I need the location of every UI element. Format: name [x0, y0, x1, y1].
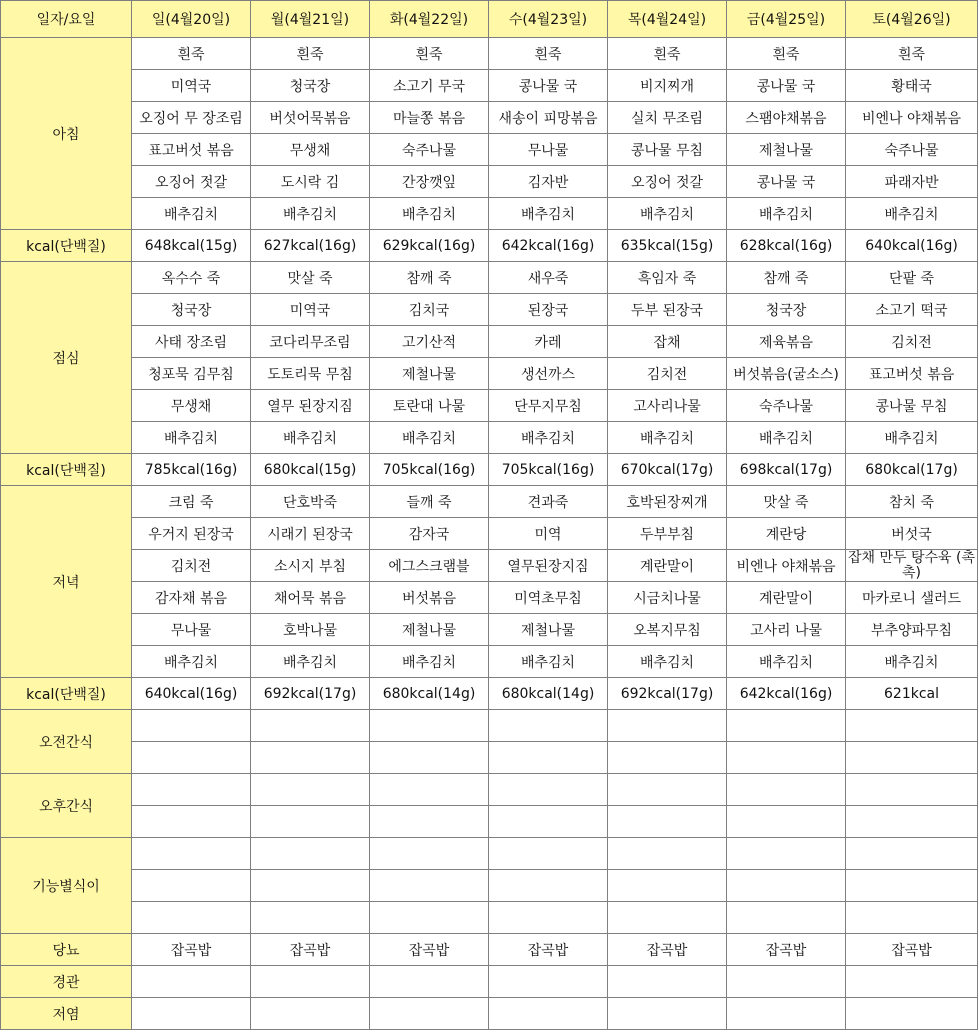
empty-cell: [132, 774, 251, 806]
kcal-value: 680kcal(17g): [846, 454, 978, 486]
menu-row: [1, 582, 978, 614]
empty-cell: [608, 806, 727, 838]
empty-cell: [608, 774, 727, 806]
diet-value: [489, 966, 608, 998]
diet-label: 저염: [1, 998, 132, 1030]
menu-item: 제철나물: [489, 614, 608, 646]
menu-item: 김치국: [370, 294, 489, 326]
menu-item: 배추김치: [251, 422, 370, 454]
menu-item: 간장깻잎: [370, 166, 489, 198]
empty-cell: [132, 710, 251, 742]
menu-item: 무생채: [132, 390, 251, 422]
menu-item: 제철나물: [727, 134, 846, 166]
kcal-value: 692kcal(17g): [251, 678, 370, 710]
menu-item: 오징어 무 장조림: [132, 102, 251, 134]
empty-cell: [489, 902, 608, 934]
diet-value: [489, 998, 608, 1030]
empty-cell: [489, 806, 608, 838]
menu-item: 배추김치: [132, 198, 251, 230]
meal-label: 점심: [1, 262, 132, 454]
menu-item: 청국장: [132, 294, 251, 326]
menu-row: [1, 70, 978, 102]
empty-cell: [370, 806, 489, 838]
empty-cell: [370, 742, 489, 774]
meal-label: 아침: [1, 38, 132, 230]
snack-row: [1, 870, 978, 902]
menu-item: 콩나물 무침: [608, 134, 727, 166]
kcal-value: 629kcal(16g): [370, 230, 489, 262]
menu-item: 배추김치: [489, 646, 608, 678]
menu-item: 흰죽: [132, 38, 251, 70]
diet-value: 잡곡밥: [132, 934, 251, 966]
menu-row: [1, 166, 978, 198]
diet-value: [132, 966, 251, 998]
menu-row: [1, 646, 978, 678]
diet-value: 잡곡밥: [251, 934, 370, 966]
diet-value: [608, 966, 727, 998]
menu-item: 배추김치: [489, 422, 608, 454]
menu-item: 토란대 나물: [370, 390, 489, 422]
menu-item: 제철나물: [370, 358, 489, 390]
menu-item: 참치 죽: [846, 486, 978, 518]
menu-item: 고사리나물: [608, 390, 727, 422]
menu-item: 계란말이: [727, 582, 846, 614]
empty-cell: [846, 742, 978, 774]
empty-cell: [251, 870, 370, 902]
empty-cell: [132, 838, 251, 870]
menu-item: 김치전: [608, 358, 727, 390]
menu-row: [1, 102, 978, 134]
kcal-value: 680kcal(14g): [370, 678, 489, 710]
empty-cell: [608, 710, 727, 742]
empty-cell: [251, 742, 370, 774]
empty-cell: [370, 902, 489, 934]
menu-row: [1, 198, 978, 230]
menu-item: 된장국: [489, 294, 608, 326]
snack-row: [1, 806, 978, 838]
menu-item: 소고기 무국: [370, 70, 489, 102]
menu-item: 배추김치: [846, 646, 978, 678]
empty-cell: [132, 902, 251, 934]
menu-row: [1, 262, 978, 294]
menu-item: 고사리 나물: [727, 614, 846, 646]
menu-item: 무나물: [489, 134, 608, 166]
menu-row: [1, 358, 978, 390]
diet-value: [370, 966, 489, 998]
menu-item: 견과죽: [489, 486, 608, 518]
menu-item: 김치전: [132, 550, 251, 582]
menu-item: 배추김치: [370, 646, 489, 678]
menu-item: 배추김치: [251, 198, 370, 230]
diet-value: 잡곡밥: [370, 934, 489, 966]
empty-cell: [846, 806, 978, 838]
kcal-label: kcal(단백질): [1, 230, 132, 262]
menu-item: 시래기 된장국: [251, 518, 370, 550]
diet-value: [251, 998, 370, 1030]
empty-cell: [846, 774, 978, 806]
menu-item: 마카로니 샐러드: [846, 582, 978, 614]
menu-item: 새우죽: [489, 262, 608, 294]
menu-item: 잡채: [608, 326, 727, 358]
empty-cell: [489, 870, 608, 902]
empty-cell: [251, 710, 370, 742]
empty-cell: [846, 710, 978, 742]
menu-item: 배추김치: [727, 646, 846, 678]
menu-item: 미역국: [251, 294, 370, 326]
menu-item: 코다리무조림: [251, 326, 370, 358]
menu-item: 옥수수 죽: [132, 262, 251, 294]
empty-cell: [370, 838, 489, 870]
menu-item: 표고버섯 볶음: [132, 134, 251, 166]
menu-item: 계란당: [727, 518, 846, 550]
empty-cell: [251, 774, 370, 806]
menu-row: [1, 390, 978, 422]
empty-cell: [727, 806, 846, 838]
diet-value: [251, 966, 370, 998]
menu-item: 배추김치: [608, 646, 727, 678]
menu-item: 부추양파무침: [846, 614, 978, 646]
kcal-value: 692kcal(17g): [608, 678, 727, 710]
diet-value: 잡곡밥: [489, 934, 608, 966]
menu-item: 흑임자 죽: [608, 262, 727, 294]
empty-cell: [727, 710, 846, 742]
kcal-value: 635kcal(15g): [608, 230, 727, 262]
diet-row: [1, 998, 978, 1030]
empty-cell: [251, 902, 370, 934]
menu-item: 배추김치: [846, 422, 978, 454]
menu-item: 콩나물 국: [727, 166, 846, 198]
empty-cell: [727, 870, 846, 902]
menu-item: 참깨 죽: [727, 262, 846, 294]
menu-item: 배추김치: [370, 198, 489, 230]
menu-item: 배추김치: [727, 198, 846, 230]
kcal-value: 640kcal(16g): [846, 230, 978, 262]
menu-item: 비지찌개: [608, 70, 727, 102]
diet-value: 잡곡밥: [846, 934, 978, 966]
menu-item: 제육볶음: [727, 326, 846, 358]
meal-label: 저녁: [1, 486, 132, 678]
menu-item: 배추김치: [251, 646, 370, 678]
diet-label: 당뇨: [1, 934, 132, 966]
kcal-label: kcal(단백질): [1, 454, 132, 486]
menu-row: [1, 486, 978, 518]
empty-cell: [727, 774, 846, 806]
menu-item: 흰죽: [489, 38, 608, 70]
empty-cell: [608, 870, 727, 902]
empty-cell: [846, 902, 978, 934]
header-row: [1, 1, 978, 38]
menu-item: 채어묵 볶음: [251, 582, 370, 614]
menu-row: [1, 518, 978, 550]
menu-item: 오징어 젓갈: [608, 166, 727, 198]
menu-item: 배추김치: [132, 646, 251, 678]
empty-cell: [727, 742, 846, 774]
empty-cell: [489, 838, 608, 870]
menu-item: 감자채 볶음: [132, 582, 251, 614]
menu-item: 카레: [489, 326, 608, 358]
kcal-value: 680kcal(15g): [251, 454, 370, 486]
diet-value: 잡곡밥: [608, 934, 727, 966]
menu-item: 콩나물 국: [489, 70, 608, 102]
menu-row: [1, 550, 978, 582]
kcal-value: 705kcal(16g): [370, 454, 489, 486]
kcal-value: 642kcal(16g): [489, 230, 608, 262]
kcal-row: [1, 454, 978, 486]
menu-item: 버섯볶음(굴소스): [727, 358, 846, 390]
empty-cell: [489, 774, 608, 806]
empty-cell: [370, 774, 489, 806]
empty-cell: [370, 710, 489, 742]
menu-row: [1, 38, 978, 70]
menu-item: 제철나물: [370, 614, 489, 646]
kcal-value: 670kcal(17g): [608, 454, 727, 486]
menu-item: 비엔나 야채볶음: [727, 550, 846, 582]
empty-cell: [608, 902, 727, 934]
menu-item: 도시락 김: [251, 166, 370, 198]
snack-row: [1, 774, 978, 806]
empty-cell: [132, 870, 251, 902]
menu-item: 새송이 피망볶음: [489, 102, 608, 134]
menu-item: 들깨 죽: [370, 486, 489, 518]
menu-item: 감자국: [370, 518, 489, 550]
kcal-value: 621kcal: [846, 678, 978, 710]
menu-item: 고기산적: [370, 326, 489, 358]
empty-cell: [489, 710, 608, 742]
menu-item: 오복지무침: [608, 614, 727, 646]
menu-item: 배추김치: [846, 198, 978, 230]
menu-item: 흰죽: [370, 38, 489, 70]
menu-row: [1, 422, 978, 454]
empty-cell: [727, 902, 846, 934]
diet-value: [727, 966, 846, 998]
menu-item: 무생채: [251, 134, 370, 166]
menu-item: 미역: [489, 518, 608, 550]
menu-item: 흰죽: [846, 38, 978, 70]
menu-item: 청국장: [251, 70, 370, 102]
snack-label: 오후간식: [1, 774, 132, 838]
kcal-value: 680kcal(14g): [489, 678, 608, 710]
menu-item: 열무된장지짐: [489, 550, 608, 582]
menu-item: 오징어 젓갈: [132, 166, 251, 198]
menu-item: 무나물: [132, 614, 251, 646]
day-header: 월(4월21일): [251, 1, 370, 38]
day-header: 금(4월25일): [727, 1, 846, 38]
snack-row: [1, 902, 978, 934]
kcal-value: 705kcal(16g): [489, 454, 608, 486]
empty-cell: [727, 838, 846, 870]
menu-item: 배추김치: [489, 198, 608, 230]
kcal-row: [1, 678, 978, 710]
menu-item: 우거지 된장국: [132, 518, 251, 550]
menu-item: 콩나물 국: [727, 70, 846, 102]
menu-item: 표고버섯 볶음: [846, 358, 978, 390]
empty-cell: [251, 806, 370, 838]
empty-cell: [370, 870, 489, 902]
menu-item: 도토리묵 무침: [251, 358, 370, 390]
menu-item: 미역국: [132, 70, 251, 102]
diet-value: 잡곡밥: [727, 934, 846, 966]
menu-item: 흰죽: [608, 38, 727, 70]
snack-row: [1, 742, 978, 774]
empty-cell: [608, 742, 727, 774]
menu-item: 소고기 떡국: [846, 294, 978, 326]
menu-item: 배추김치: [608, 422, 727, 454]
menu-item: 사태 장조림: [132, 326, 251, 358]
day-header: 일(4월20일): [132, 1, 251, 38]
day-header: 수(4월23일): [489, 1, 608, 38]
diet-value: [132, 998, 251, 1030]
menu-item: 김자반: [489, 166, 608, 198]
snack-row: [1, 838, 978, 870]
menu-item: 흰죽: [727, 38, 846, 70]
menu-item: 숙주나물: [846, 134, 978, 166]
menu-item: 계란말이: [608, 550, 727, 582]
menu-item: 청국장: [727, 294, 846, 326]
menu-row: [1, 134, 978, 166]
kcal-value: 785kcal(16g): [132, 454, 251, 486]
day-header: 토(4월26일): [846, 1, 978, 38]
kcal-row: [1, 230, 978, 262]
menu-item: 두부 된장국: [608, 294, 727, 326]
menu-item: 시금치나물: [608, 582, 727, 614]
empty-cell: [132, 742, 251, 774]
menu-item: 마늘쫑 볶음: [370, 102, 489, 134]
empty-cell: [251, 838, 370, 870]
menu-row: [1, 614, 978, 646]
day-header: 목(4월24일): [608, 1, 727, 38]
empty-cell: [132, 806, 251, 838]
kcal-label: kcal(단백질): [1, 678, 132, 710]
date-weekday-header: 일자/요일: [1, 1, 132, 38]
menu-item: 소시지 부침: [251, 550, 370, 582]
menu-item: 생선까스: [489, 358, 608, 390]
menu-item: 호박된장찌개: [608, 486, 727, 518]
menu-item: 크림 죽: [132, 486, 251, 518]
menu-row: [1, 326, 978, 358]
menu-item: 두부부침: [608, 518, 727, 550]
diet-value: [608, 998, 727, 1030]
menu-item: 배추김치: [727, 422, 846, 454]
menu-row: [1, 294, 978, 326]
kcal-value: 628kcal(16g): [727, 230, 846, 262]
snack-row: [1, 710, 978, 742]
menu-item: 숙주나물: [370, 134, 489, 166]
menu-item: 버섯국: [846, 518, 978, 550]
diet-value: [846, 966, 978, 998]
menu-item: 버섯어묵볶음: [251, 102, 370, 134]
menu-item: 숙주나물: [727, 390, 846, 422]
kcal-value: 698kcal(17g): [727, 454, 846, 486]
empty-cell: [846, 838, 978, 870]
diet-label: 경관: [1, 966, 132, 998]
snack-label: 오전간식: [1, 710, 132, 774]
menu-item: 파래자반: [846, 166, 978, 198]
menu-item: 흰죽: [251, 38, 370, 70]
menu-item: 김치전: [846, 326, 978, 358]
menu-item: 단무지무침: [489, 390, 608, 422]
menu-item: 콩나물 무침: [846, 390, 978, 422]
menu-item: 청포묵 김무침: [132, 358, 251, 390]
menu-item: 배추김치: [608, 198, 727, 230]
day-header: 화(4월22일): [370, 1, 489, 38]
menu-item: 에그스크램블: [370, 550, 489, 582]
menu-item: 참깨 죽: [370, 262, 489, 294]
kcal-value: 648kcal(15g): [132, 230, 251, 262]
diet-row: [1, 934, 978, 966]
menu-item: 미역초무침: [489, 582, 608, 614]
menu-item: 황태국: [846, 70, 978, 102]
menu-item: 스팸야채볶음: [727, 102, 846, 134]
meal-table-body: [1, 1, 978, 1030]
menu-item: 배추김치: [370, 422, 489, 454]
menu-item: 실치 무조림: [608, 102, 727, 134]
kcal-value: 642kcal(16g): [727, 678, 846, 710]
diet-value: [846, 998, 978, 1030]
menu-item: 열무 된장지짐: [251, 390, 370, 422]
menu-item: 버섯볶음: [370, 582, 489, 614]
menu-item: 맛살 죽: [251, 262, 370, 294]
menu-item: 호박나물: [251, 614, 370, 646]
empty-cell: [489, 742, 608, 774]
menu-item: 단팥 죽: [846, 262, 978, 294]
snack-label: 기능별식이: [1, 838, 132, 934]
diet-row: [1, 966, 978, 998]
menu-item: 맛살 죽: [727, 486, 846, 518]
diet-value: [727, 998, 846, 1030]
empty-cell: [846, 870, 978, 902]
menu-item: 비엔나 야채볶음: [846, 102, 978, 134]
menu-item: 배추김치: [132, 422, 251, 454]
menu-item: 잡채 만두 탕수육 (촉촉): [846, 550, 978, 582]
menu-item: 단호박죽: [251, 486, 370, 518]
kcal-value: 627kcal(16g): [251, 230, 370, 262]
empty-cell: [608, 838, 727, 870]
diet-value: [370, 998, 489, 1030]
kcal-value: 640kcal(16g): [132, 678, 251, 710]
